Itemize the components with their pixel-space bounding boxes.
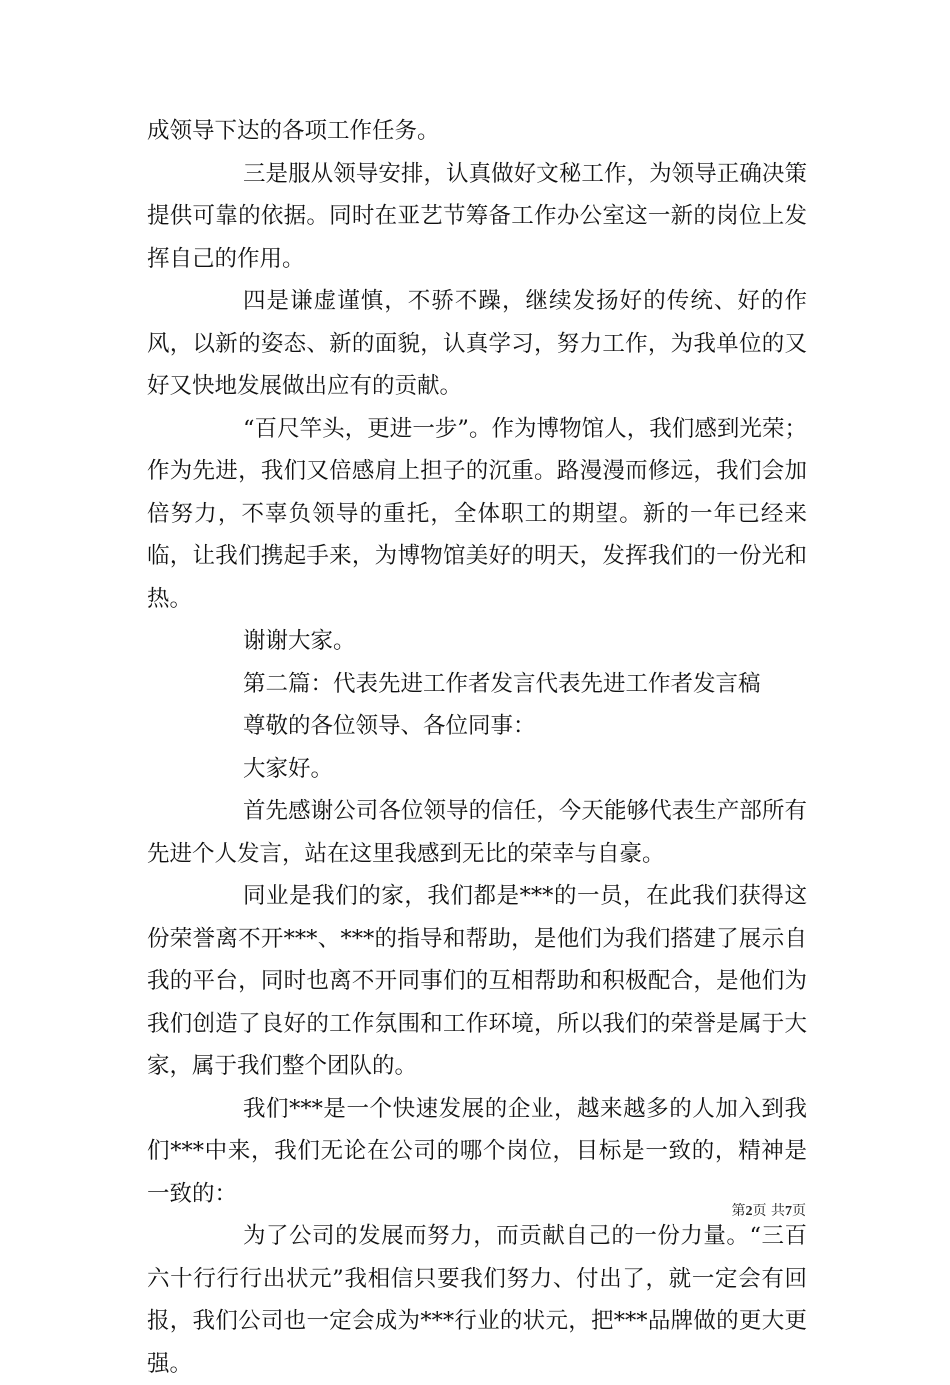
- paragraph-1: 成领导下达的各项工作任务。: [147, 118, 440, 144]
- footer-current-page: 2: [745, 1204, 753, 1219]
- section-heading: 第二篇：代表先进工作者发言代表先进工作者发言稿: [243, 670, 761, 697]
- page-footer: [732, 1202, 806, 1221]
- footer-suffix: 页: [792, 1203, 806, 1219]
- paragraph-3: 四是谦虚谨慎，不骄不躁，继续发扬好的传统、好的作风，以新的姿态、新的面貌，认真学习，努力工作，为我单位的又好又快地发展做出应有的贡献。: [147, 288, 807, 399]
- paragraph-2: 三是服从领导安排，认真做好文秘工作，为领导正确决策提供可靠的依据。同时在亚艺节筹备工作办公室这一新的岗位上发挥自己的作用。: [147, 160, 807, 272]
- document-body: [147, 110, 807, 1385]
- greeting: 大家好。: [243, 755, 334, 782]
- paragraph-9: 首先感谢公司各位领导的信任，今天能够代表生产部所有先进个人发言，站在这里我感到无比的荣幸与自豪。: [147, 798, 807, 867]
- footer-total-pages: 7: [785, 1204, 792, 1219]
- footer-prefix: 第: [731, 1203, 746, 1219]
- salutation: 尊敬的各位领导、各位同事：: [243, 713, 536, 739]
- paragraph-4: “百尺竿头，更进一步”。作为博物馆人，我们感到光荣；作为先进，我们又倍感肩上担子的沉重。路漫漫而修远，我们会加倍努力，不辜负领导的重托，全体职工的期望。新的一年已经来临，让我们携起手来，为博物馆美好的明天，发挥我们的一份光和热。: [147, 415, 807, 612]
- paragraph-10: 同业是我们的家，我们都是***的一员，在此我们获得这份荣誉离不开***、***的指导和帮助，是他们为我们搭建了展示自我的平台，同时也离不开同事们的互相帮助和积极配合，是他们为我们创造了良好的工作氛围和工作环境，所以我们的荣誉是属于大家，属于我们整个团队的。: [147, 883, 807, 1079]
- paragraph-11: 我们***是一个快速发展的企业，越来越多的人加入到我们***中来，我们无论在公司的哪个岗位，目标是一致的，精神是一致的：: [147, 1095, 807, 1207]
- paragraph-5: 谢谢大家。: [243, 628, 356, 654]
- footer-middle: 页 共: [752, 1203, 785, 1219]
- paragraph-12: 为了公司的发展而努力，而贡献自己的一份力量。“三百六十行行行出状元”我相信只要我们努力、付出了，就一定会有回报，我们公司也一定会成为***行业的状元，把***品牌做的更大更强。: [147, 1223, 807, 1377]
